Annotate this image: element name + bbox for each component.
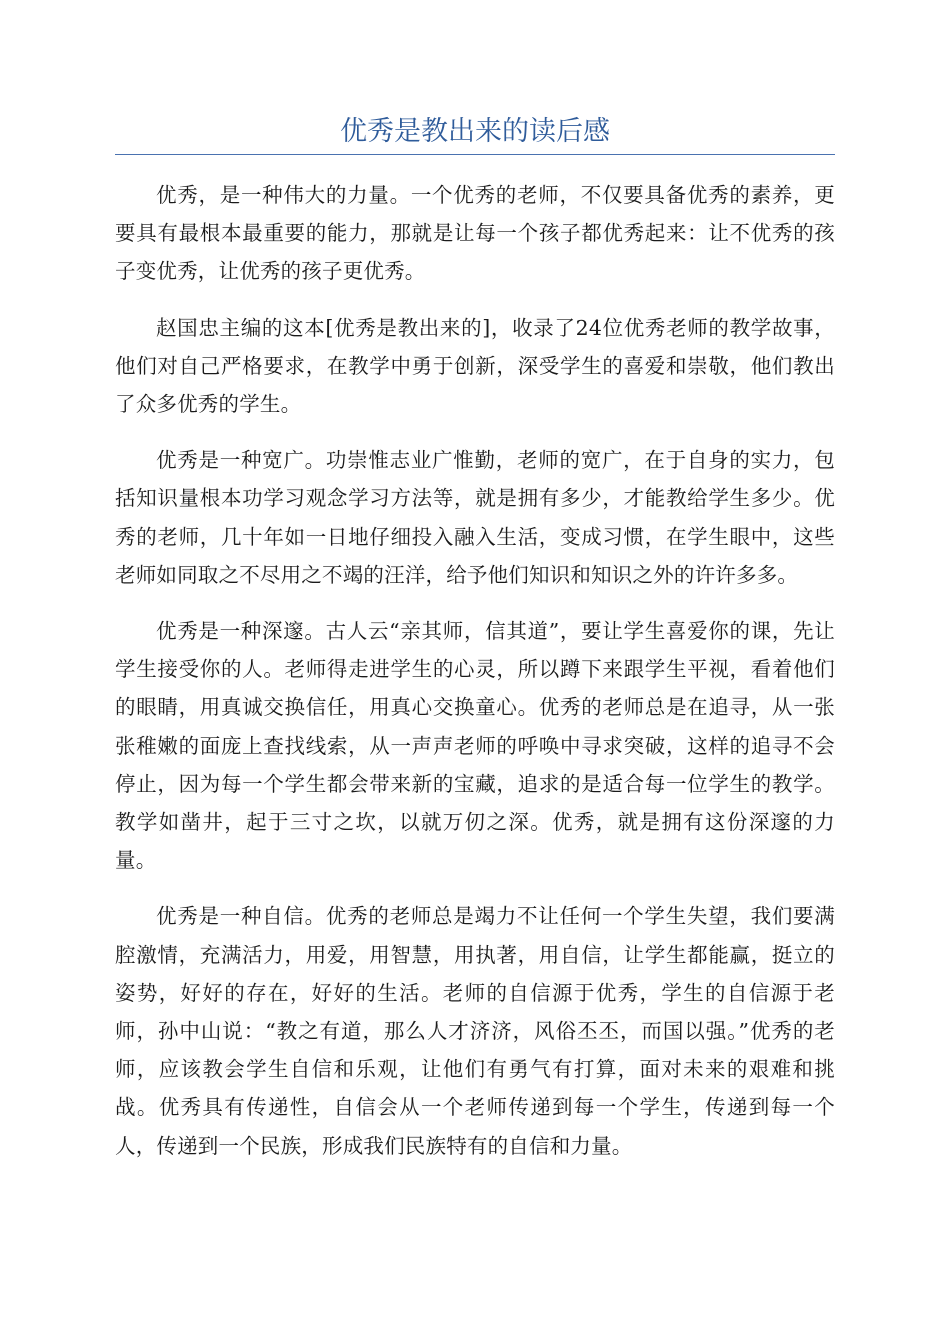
paragraph-1: 优秀，是一种伟大的力量。一个优秀的老师，不仅要具备优秀的素养，更要具有最根本最重要的能力，那就是让每一个孩子都优秀起来：让不优秀的孩子变优秀，让优秀的孩子更优秀。	[115, 183, 835, 284]
paragraph-5: 优秀是一种自信。优秀的老师总是竭力不让任何一个学生失望，我们要满腔激情，充满活力，用爱，用智慧，用执著，用自信，让学生都能赢，挺立的姿势，好好的存在，好好的生活。老师的自信源于优秀，学生的自信源于老师，孙中山说：“教之有道，那么人才济济，风俗丕丕，而国以强。”优秀的老师，应该教会学生自信和乐观，让他们有勇气有打算，面对未来的艰难和挑战。优秀具有传递性，自信会从一个老师传递到每一个学生，传递到每一个人，传递到一个民族，形成我们民族特有的自信和力量。	[115, 904, 835, 1158]
paragraph-3: 优秀是一种宽广。功崇惟志业广惟勤，老师的宽广，在于自身的实力，包括知识量根本功学习观念学习方法等，就是拥有多少，才能教给学生多少。优秀的老师，几十年如一日地仔细投入融入生活，变成习惯，在学生眼中，这些老师如同取之不尽用之不竭的汪洋，给予他们知识和知识之外的许许多多。	[115, 448, 835, 587]
paragraph-4: 优秀是一种深邃。古人云“亲其师，信其道”，要让学生喜爱你的课，先让学生接受你的人。老师得走进学生的心灵，所以蹲下来跟学生平视，看着他们的眼睛，用真诚交换信任，用真心交换童心。优秀的老师总是在追寻，从一张张稚嫩的面庞上查找线索，从一声声老师的呼唤中寻求突破，这样的追寻不会停止，因为每一个学生都会带来新的宝藏，追求的是适合每一位学生的教学。教学如凿井，起于三寸之坎，以就万仞之深。优秀，就是拥有这份深邃的力量。	[115, 619, 835, 873]
title-underline	[115, 154, 835, 155]
page-title: 优秀是教出来的读后感	[340, 116, 610, 147]
document-body	[115, 176, 835, 1183]
paragraph-2: 赵国忠主编的这本[优秀是教出来的]，收录了24位优秀老师的教学故事，他们对自己严格要求，在教学中勇于创新，深受学生的喜爱和崇敬，他们教出了众多优秀的学生。	[115, 315, 835, 417]
